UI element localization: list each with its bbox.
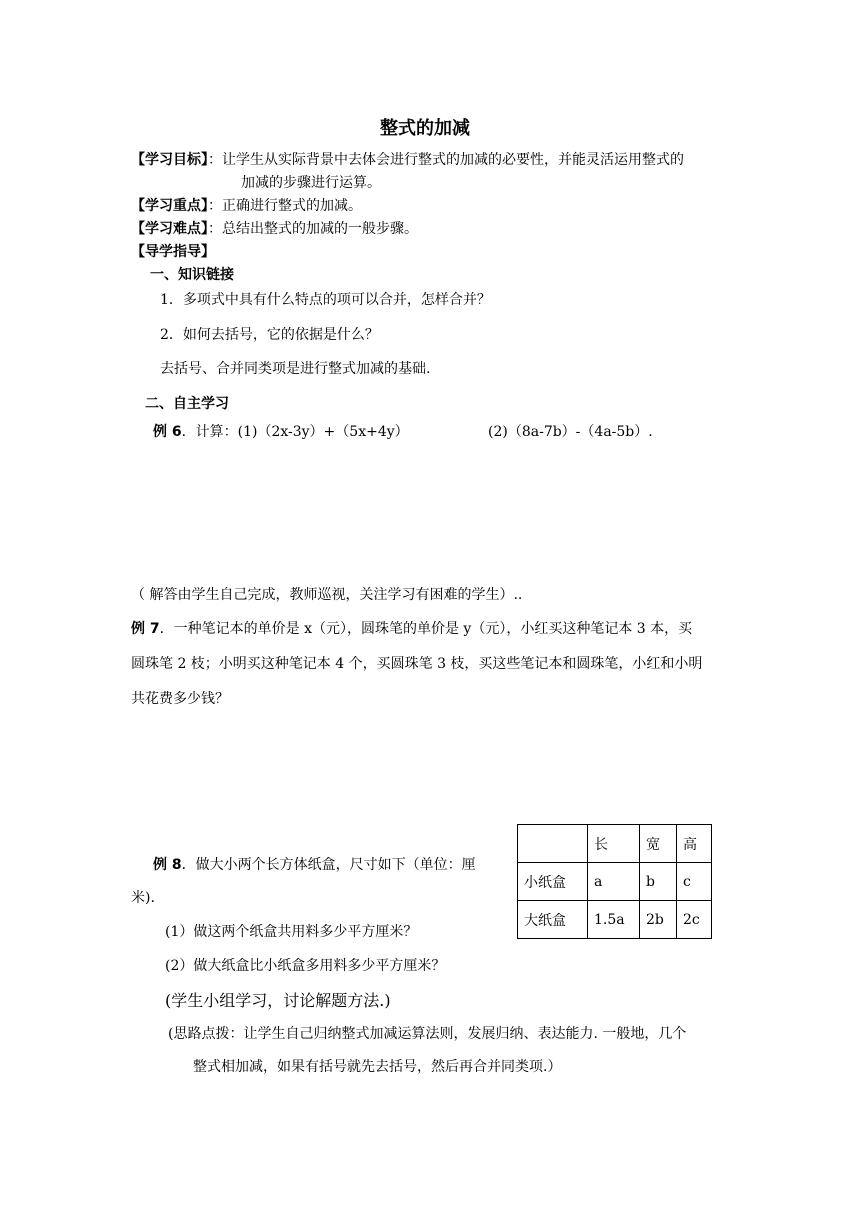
ex6-line [153,424,409,441]
ex8-hint2: 整式相加减，如果有括号就先去括号，然后再合并同类项.） [193,1059,562,1075]
ex6-part2: (2)（8a-7b）-（4a-5b）. [488,424,653,440]
focus-label: 【学习重点】 [131,198,208,214]
table-cell: 1.5a [588,901,640,939]
table-row [518,863,712,901]
table-cell: 2c [677,901,712,939]
ex7-line3: 共花费多少钱？ [131,691,229,707]
ex8-q2: (2）做大纸盒比小纸盒多用料多少平方厘米？ [165,958,446,974]
guide-label: 【导学指导】 [131,244,215,260]
table-cell: 2b [640,901,677,939]
table-header-cell: 长 [588,825,640,863]
table-row [518,901,712,939]
difficulty-label: 【学习难点】 [131,221,208,237]
table-cell: 小纸盒 [518,863,588,901]
ex8-label: 例 8 [153,857,182,873]
dimensions-table [517,824,712,939]
ex7-line1 [131,621,692,638]
table-cell: c [677,863,712,901]
section1-heading: 一、知识链接 [150,267,234,283]
section1-q2: 2．如何去括号，它的依据是什么？ [160,327,379,343]
section1-q1: 1．多项式中具有什么特点的项可以合并，怎样合并？ [160,292,491,308]
ex6-remark: （ 解答由学生自己完成，教师巡视，关注学习有困难的学生）.. [131,587,523,603]
ex6-text: ．计算：(1)（2x-3y）+（5x+4y） [181,424,409,440]
table-header-cell: 高 [677,825,712,863]
objectives-line1 [131,152,684,169]
ex8-line1 [153,857,476,874]
ex7-label: 例 7 [131,621,160,637]
table-header-cell [518,825,588,863]
objectives-text1: ：让学生从实际背景中去体会进行整式的加减的必要性，并能灵活运用整式的 [208,152,684,168]
ex8-hint1: (思路点拨：让学生自己归纳整式加减运算法则，发展归纳、表达能力. 一般地，几个 [168,1026,687,1042]
ex8-group-note: (学生小组学习，讨论解题方法.) [165,991,391,1010]
table-header-cell: 宽 [640,825,677,863]
ex7-text1: ．一种笔记本的单价是 x（元），圆珠笔的单价是 y（元），小红买这种笔记本 3 本，买 [159,621,693,637]
ex8-q1: (1）做这两个纸盒共用料多少平方厘米？ [165,924,418,940]
table-cell: 大纸盒 [518,901,588,939]
table-header-row [518,825,712,863]
section1-note: 去括号、合并同类项是进行整式加减的基础. [160,361,431,377]
ex8-text1: ．做大小两个长方体纸盒，尺寸如下（单位：厘 [181,857,476,873]
table-cell: b [640,863,677,901]
focus-text: ：正确进行整式的加减。 [208,198,362,214]
difficulty-text: ：总结出整式的加减的一般步骤。 [208,221,418,237]
difficulty-line [131,221,418,238]
objectives-line2: 加减的步骤进行运算。 [241,175,381,191]
page-title: 整式的加减 [380,118,470,139]
ex7-line2: 圆珠笔 2 枝；小明买这种笔记本 4 个，买圆珠笔 3 枝，买这些笔记本和圆珠笔，小红和小明 [131,656,703,672]
focus-line [131,198,362,215]
objectives-label: 【学习目标】 [131,152,208,168]
table-cell: a [588,863,640,901]
section2-heading: 二、自主学习 [145,396,229,412]
ex8-line2: 米). [131,890,155,906]
ex6-label: 例 6 [153,424,182,440]
